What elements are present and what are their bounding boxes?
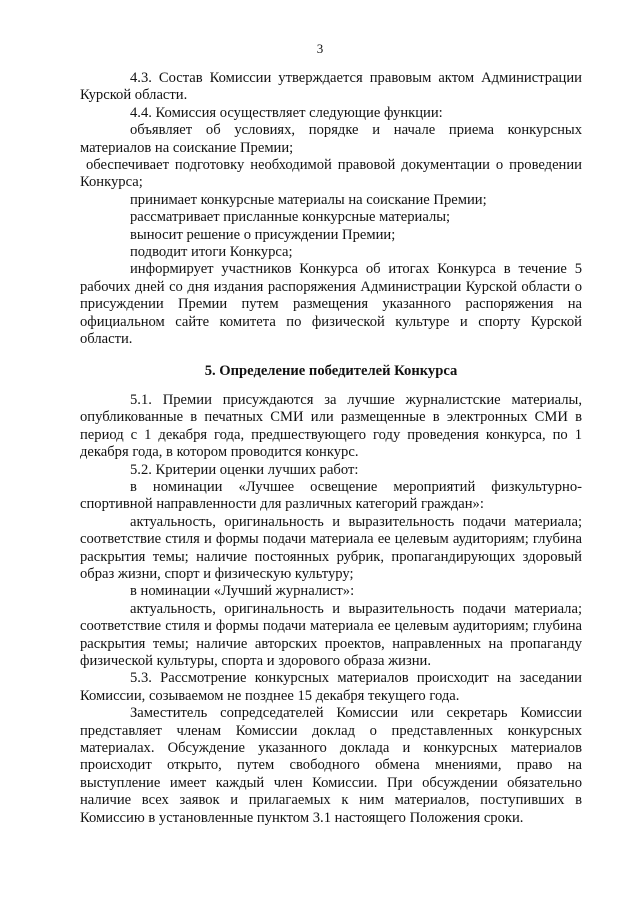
document-body: [80, 70, 582, 827]
nomination-1: в номинации «Лучшее освещение мероприятий физкультурно-спортивной направленности для различных категорий граждан»:: [80, 478, 582, 513]
paragraph-discussion: Заместитель сопредседателей Комиссии или секретарь Комиссии представляет членам Комиссии доклад о представленных конкурсных материалах. Обсуждение указанного доклада и конкурсных материалов происходит открыто, путем свободного обмена мнениями, право на выступление имеет каждый член Комиссии. При обсуждении обязательно наличие всех заявок и прилагаемых к ним материалов, поступивших в Комиссию в установленные пунктом 3.1 настоящего Положения сроки.: [80, 705, 582, 826]
paragraph-4-3: 4.3. Состав Комиссии утверждается правовым актом Администрации Курской области.: [80, 70, 582, 104]
paragraph-5-3: 5.3. Рассмотрение конкурсных материалов происходит на заседании Комиссии, созываемом не позднее 15 декабря текущего года.: [80, 670, 582, 704]
function-item: рассматривает присланные конкурсные материалы;: [130, 209, 451, 226]
nomination-2: в номинации «Лучший журналист»:: [130, 583, 355, 600]
function-item: принимает конкурсные материалы на соискание Премии;: [130, 191, 487, 208]
paragraph-4-4: 4.4. Комиссия осуществляет следующие функции:: [130, 104, 443, 121]
section-5-heading: 5. Определение победителей Конкурса: [204, 362, 458, 379]
criteria-2: актуальность, оригинальность и выразительность подачи материала; соответствие стиля и формы подачи материала ее целевым аудиториям; глубина раскрытия темы; наличие авторских проектов, направленных на пропаганду физической культуры, спорта и здорового образа жизни.: [80, 600, 582, 669]
paragraph-5-2: 5.2. Критерии оценки лучших работ:: [130, 461, 359, 478]
function-item: выносит решение о присуждении Премии;: [130, 226, 396, 243]
page-number: 3: [316, 41, 324, 56]
function-item: подводит итоги Конкурса;: [130, 244, 293, 261]
function-item: информирует участников Конкурса об итогах Конкурса в течение 5 рабочих дней со дня издания распоряжения Администрации Курской области о присуждении Премии путем размещения указанного распоряжения на официальном сайте комитета по физической культуре и спорту Курской области.: [80, 261, 582, 348]
criteria-1: актуальность, оригинальность и выразительность подачи материала; соответствие стиля и формы подачи материала ее целевым аудиториям; глубина раскрытия темы; наличие постоянных рубрик, пропагандирующих здоровый образ жизни, спорт и физическую культуру;: [80, 513, 582, 582]
function-item: обеспечивает подготовку необходимой правовой документации о проведении Конкурса;: [80, 157, 582, 191]
section-4-content: [80, 70, 582, 349]
paragraph-5-1: 5.1. Премии присуждаются за лучшие журналистские материалы, опубликованные в печатных СМИ или размещенные в электронных СМИ в период с 1 декабря года, предшествующего году проведения конкурса, по 1 декабря года, в котором проводится конкурс.: [80, 391, 582, 461]
function-item: объявляет об условиях, порядке и начале приема конкурсных материалов на соискание Премии;: [80, 122, 582, 156]
section-5-content: [80, 392, 582, 827]
